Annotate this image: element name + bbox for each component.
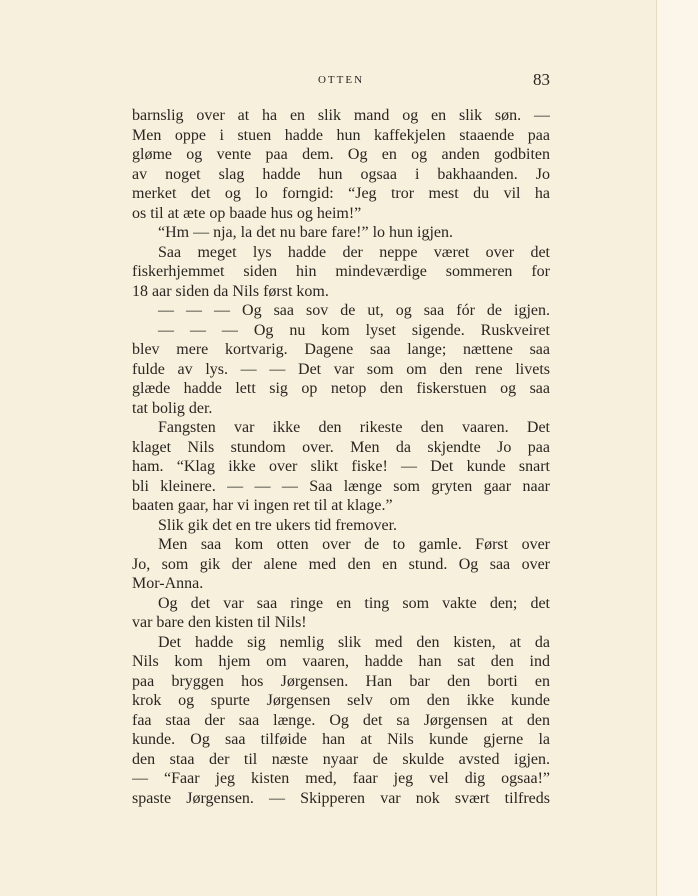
text-line: paa bryggen hos Jørgensen. Han bar den borti en [132,672,550,690]
text-line: merket det og lo forngid: “Jeg tror mest du vil ha [132,185,550,202]
text-line: blev mere kortvarig. Dagene saa lange; nættene saa [132,341,550,358]
text-line: “Hm — nja, la det nu bare fare!” lo hun igjen. [158,224,453,241]
text-line: den staa der til næste nyaar de skulde avsted igjen. [132,750,550,768]
text-line: Slik gik det en tre ukers tid fremover. [158,516,398,534]
page-number: 83 [533,70,550,89]
text-line: var bare den kisten til Nils! [132,614,307,631]
text-line: Men saa kom otten over de to gamle. Først over [158,536,550,553]
running-head: OTTEN [317,74,365,86]
text-line: — “Faar jeg kisten med, faar jeg vel dig ogsaa!” [132,770,550,787]
text-line: tat bolig der. [132,399,213,417]
text-line: fiskerhjemmet siden hin mindeværdige sommeren for [132,263,550,280]
text-line: ham. “Klag ikke over slikt fiske! — Det kunde snart [132,458,550,475]
text-line: glæde hadde lett sig op netop den fiskerstuen og saa [132,380,550,397]
text-line: Men oppe i stuen hadde hun kaffekjelen staaende paa [132,126,550,144]
text-line: barnslig over at ha en slik mand og en slik søn. — [132,107,550,124]
body-text [132,106,550,808]
text-line: Og det var saa ringe en ting som vakte den; det [158,594,550,612]
page-header [132,70,550,92]
text-line: bli kleinere. — — — Saa længe som gryten gaar naar [132,477,550,495]
text-line: — — — Og saa sov de ut, og saa fór de igjen. [158,302,550,319]
text-line: fulde av lys. — — Det var som om den rene livets [132,360,550,378]
text-line: Nils kom hjem om vaaren, hadde han sat den ind [132,653,550,670]
text-line: spaste Jørgensen. — Skipperen var nok svært tilfreds [132,789,550,807]
text-line: av noget slag hadde hun ogsaa i bakhaanden. Jo [132,165,550,183]
text-line: 18 aar siden da Nils først kom. [132,282,329,300]
text-line: os til at æte op baade hus og heim!” [132,204,362,222]
text-line: Fangsten var ikke den rikeste den vaaren. Det [158,419,550,436]
text-line: Jo, som gik der alene med den en stund. Og saa over [132,555,550,573]
text-line: faa staa der saa længe. Og det sa Jørgensen at den [132,711,550,729]
text-line: Det hadde sig nemlig slik med den kisten, at da [158,633,550,651]
text-line: krok og spurte Jørgensen selv om den ikke kunde [132,692,550,709]
text-line: klaget Nils stundom over. Men da skjendte Jo paa [132,438,550,456]
text-line: — — — Og nu kom lyset sigende. Ruskveiret [158,321,550,339]
text-line: gløme og vente paa dem. Og en og anden godbiten [132,146,550,163]
text-line: Mor-Anna. [132,575,204,592]
text-line: Saa meget lys hadde der neppe været over det [158,243,550,261]
text-line: baaten gaar, har vi ingen ret til at klage.” [132,497,393,514]
text-line: kunde. Og saa tilføide han at Nils kunde gjerne la [132,731,550,748]
